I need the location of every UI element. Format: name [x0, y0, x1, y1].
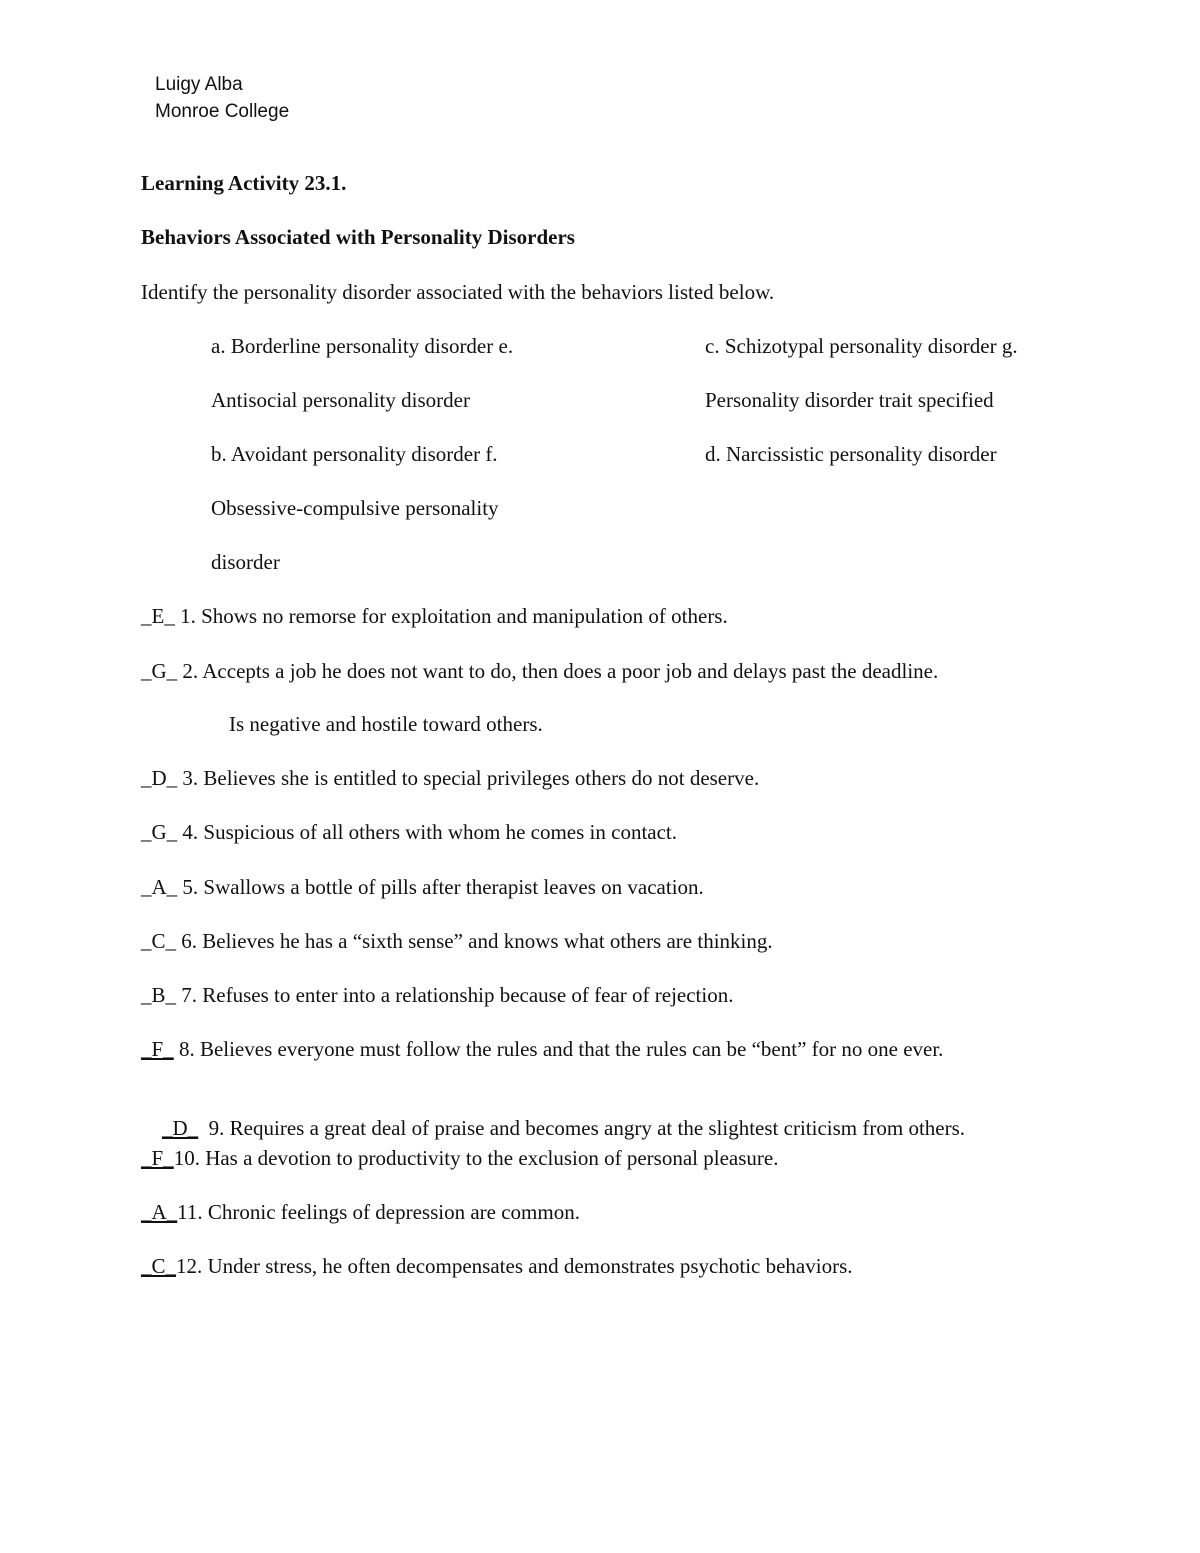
item-answer: _D_ 3.: [141, 766, 199, 790]
activity-title: Learning Activity 23.1.: [141, 171, 347, 195]
item-answer: _F_: [141, 1146, 174, 1170]
list-item: [141, 820, 677, 845]
list-item: [141, 604, 728, 629]
list-item: [141, 659, 938, 684]
item-text: Refuses to enter into a relationship because of fear of rejection.: [197, 983, 734, 1007]
item-answer: _G_ 4.: [141, 820, 199, 844]
item-text: 8. Believes everyone must follow the rules and that the rules can be “bent” for no one ever.: [173, 1037, 944, 1061]
option-right-line: d. Narcissistic personality disorder: [705, 442, 997, 466]
option-right-line: c. Schizotypal personality disorder g.: [705, 334, 1018, 358]
item-answer: _B_ 7.: [141, 983, 198, 1007]
option-left-line: b. Avoidant personality disorder f.: [211, 442, 498, 466]
list-item: [141, 1037, 943, 1062]
item-text: Shows no remorse for exploitation and manipulation of others.: [195, 604, 728, 628]
list-item: [141, 1200, 580, 1225]
item-answer: _E_ 1.: [141, 604, 196, 628]
item-text: Suspicious of all others with whom he comes in contact.: [198, 820, 678, 844]
list-item: [141, 983, 733, 1008]
option-right-line: Personality disorder trait specified: [705, 388, 994, 412]
list-item: [141, 929, 773, 954]
item-text: Believes he has a “sixth sense” and knows what others are thinking.: [197, 929, 773, 953]
item-text: 10. Has a devotion to productivity to the exclusion of personal pleasure.: [173, 1146, 779, 1170]
item-text: Swallows a bottle of pills after therapist leaves on vacation.: [198, 875, 704, 899]
item-answer: _G_ 2.: [141, 659, 199, 683]
item-text: Is negative and hostile toward others.: [229, 712, 543, 736]
item-answer: _F_: [141, 1037, 174, 1061]
activity-instruction: Identify the personality disorder associated with the behaviors listed below.: [141, 280, 775, 304]
list-item: [141, 766, 759, 791]
list-item: [141, 1146, 778, 1171]
item-answer: _D_: [162, 1116, 199, 1140]
item-answer: _A_: [141, 1200, 178, 1224]
list-item: [141, 875, 704, 900]
item-answer: _A_ 5.: [141, 875, 199, 899]
option-left-line: Antisocial personality disorder: [211, 388, 470, 412]
item-text: 9. Requires a great deal of praise and becomes angry at the slightest criticism from others.: [198, 1116, 966, 1140]
school-name: Monroe College: [155, 101, 290, 122]
item-text: 12. Under stress, he often decompensates and demonstrates psychotic behaviors.: [176, 1254, 853, 1278]
item-answer: _C_ 6.: [141, 929, 198, 953]
item-text: Believes she is entitled to special privileges others do not deserve.: [198, 766, 760, 790]
author-name: Luigy Alba: [155, 74, 243, 95]
option-left-line: disorder: [211, 550, 280, 574]
activity-subtitle: Behaviors Associated with Personality Disorders: [141, 225, 575, 249]
list-item-continuation: [229, 712, 543, 737]
item-text: 11. Chronic feelings of depression are common.: [177, 1200, 580, 1224]
list-item: [141, 1254, 853, 1279]
item-text: Accepts a job he does not want to do, then does a poor job and delays past the deadline.: [198, 659, 939, 683]
option-left-line: a. Borderline personality disorder e.: [211, 334, 514, 358]
item-answer: _C_: [141, 1254, 177, 1278]
option-left-line: Obsessive-compulsive personality: [211, 496, 499, 520]
